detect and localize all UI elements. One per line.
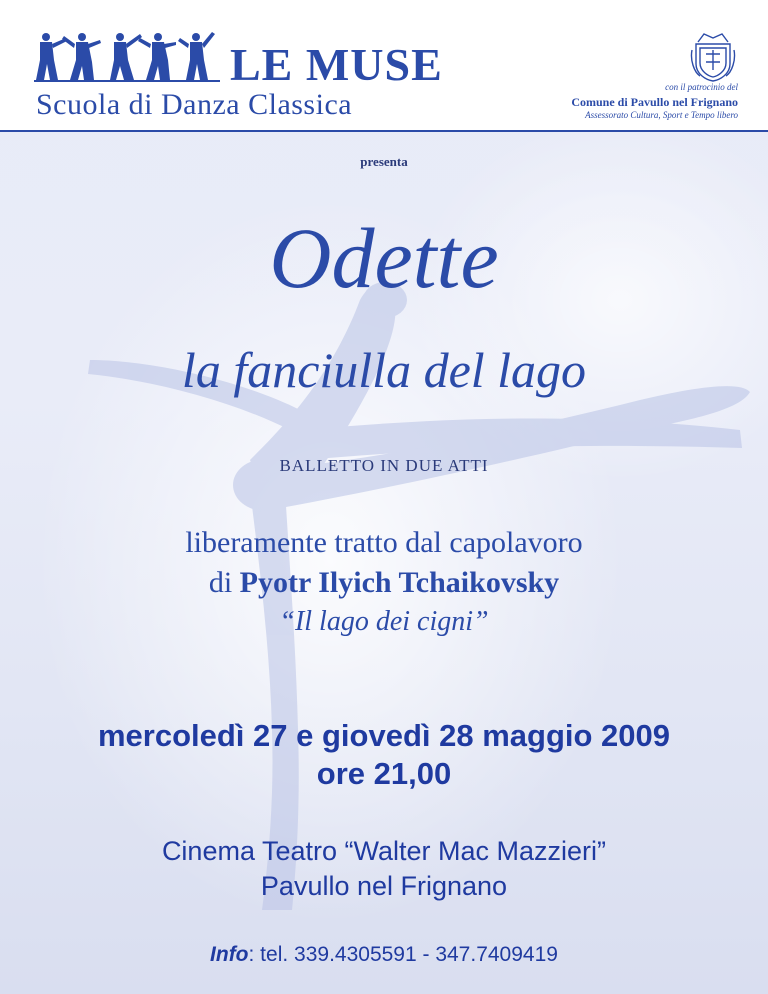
municipal-crest-icon [690,30,736,82]
event-dates: mercoledì 27 e giovedì 28 maggio 2009 [97,718,671,753]
ballet-type: BALLETTO IN DUE ATTI [279,456,489,475]
info-label: Info [210,943,249,966]
info-line [0,944,768,965]
composer-prefix: di [208,566,240,599]
show-title: Odette [269,210,499,306]
presenta-label: presenta [360,154,408,169]
brand-title: LE MUSE [230,39,443,90]
patron-name: Comune di Pavullo nel Frignano [571,95,738,109]
work-title: “Il lago dei cigni” [279,606,489,637]
event-time: ore 21,00 [316,756,452,791]
brand-subtitle: Scuola di Danza Classica [36,88,353,121]
event-town: Pavullo nel Frignano [260,871,508,901]
dancers-frieze-icon [34,30,224,82]
composer-line [0,568,768,598]
patron-department: Assessorato Cultura, Sport e Tempo libero [585,110,738,120]
show-subtitle: la fanciulla del lago [181,342,587,398]
composer-name: Pyotr Ilyich Tchaikovsky [239,566,560,599]
event-venue: Cinema Teatro “Walter Mac Mazzieri” [161,836,607,866]
header-band [0,0,768,132]
info-phones: : tel. 339.4305591 - 347.7409419 [248,943,558,966]
source-line: liberamente tratto dal capolavoro [185,526,583,559]
patron-label: con il patrocinio del [665,82,738,92]
